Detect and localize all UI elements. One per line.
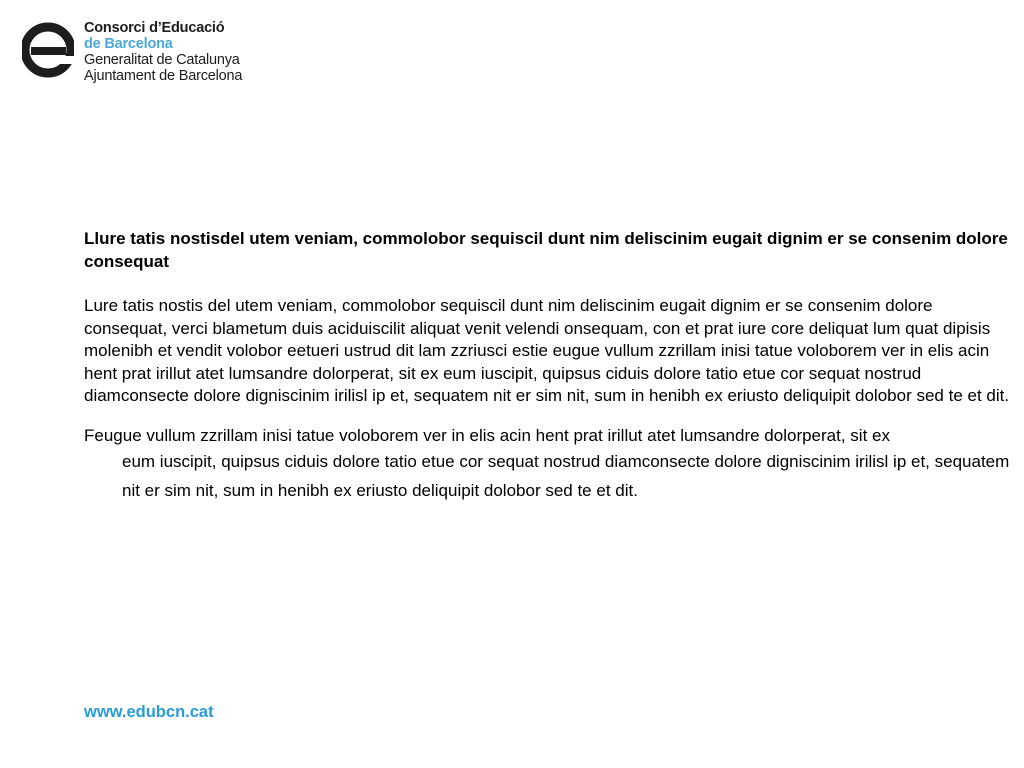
content-heading: Llure tatis nostisdel utem veniam, commolobor sequiscil dunt nim deliscinim eugait dignim er se consenim dolore consequat bbox=[84, 229, 1008, 271]
paragraph-2-first-line: Feugue vullum zzrillam inisi tatue voloborem ver in elis acin hent prat irillut atet lumsandre dolorperat, sit ex bbox=[84, 425, 890, 445]
paragraph-2-rest: eum iuscipit, quipsus ciduis dolore tatio etue cor sequat nostrud diamconsecte dolore digniscinim irilisl ip et, sequatem nit er sim nit, sum in henibh ex eriusto deliquipit dolobor sed te et dit. bbox=[122, 452, 1010, 500]
content-paragraph-2 bbox=[84, 425, 1020, 506]
logo-text bbox=[84, 20, 242, 84]
slide-content bbox=[84, 228, 1020, 505]
edubcn-e-icon bbox=[22, 22, 74, 78]
content-paragraph-1: Lure tatis nostis del utem veniam, commolobor sequiscil dunt nim deliscinim eugait dignim er se consenim dolore consequat, verci blametum duis aciduiscilit aliquat venit velendi onsequam, con et prat iure core deliquat lum quat dipisis molenibh et vendit volobor eetueri ustrud dit lam zzriusci estie eugue vullum zzrillam inisi tatue voloborem ver in elis acin hent prat irillut atet lumsandre dolorperat, sit ex eum iuscipit, quipsus ciduis dolore tatio etue cor sequat nostrud diamconsecte dolore digniscinim irilisl ip et, sequatem nit er sim nit, sum in henibh ex eriusto deliquipit dolobor sed te et dit. bbox=[84, 296, 1010, 405]
logo-line-generalitat: Generalitat de Catalunya bbox=[84, 52, 240, 68]
logo-line-consorci: Consorci d’Educació bbox=[84, 20, 225, 36]
logo-line-barcelona: de Barcelona bbox=[84, 36, 173, 52]
website-link[interactable]: www.edubcn.cat bbox=[84, 703, 214, 721]
logo-line-ajuntament: Ajuntament de Barcelona bbox=[84, 68, 243, 84]
logo bbox=[22, 20, 242, 86]
